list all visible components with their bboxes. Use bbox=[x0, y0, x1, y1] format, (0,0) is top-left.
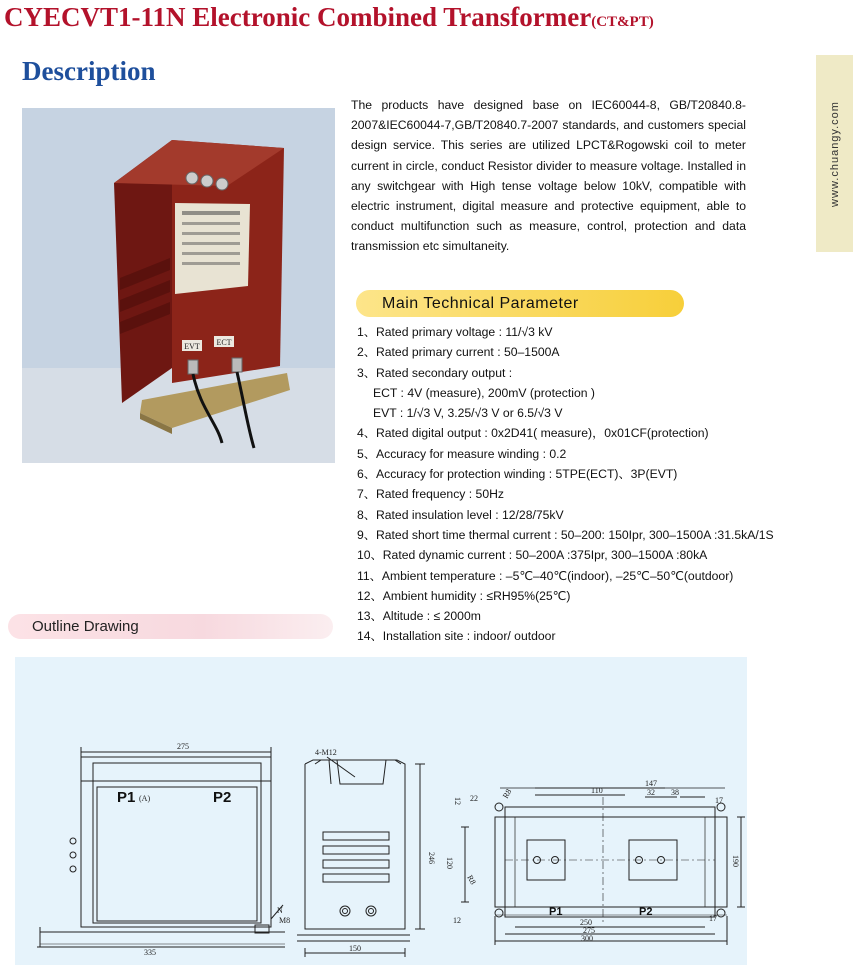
bottom-r8b: R8 bbox=[465, 873, 478, 887]
param-item: 2、Rated primary current : 50–1500A bbox=[357, 345, 560, 360]
bottom-dim-12b: 12 bbox=[453, 916, 461, 925]
description-text: The products have designed base on IEC60044-8, GB/T20840.8-2007&IEC60044-7,GB/T20840.7-2007 standards, and customers special design service. This series are utilized LPCT&Rogowski coil to meter current in circle, conduct Resistor divider to measure voltage. Installed in any switchgear with High tense voltage below 10kV, compatible with electric instrument, digital measure and protective equipment, able to conduct multifunction such as measure, control, protection and data transmission etc simultaneity. bbox=[351, 98, 746, 254]
front-p2-label: P2 bbox=[213, 789, 232, 806]
front-view bbox=[37, 747, 285, 947]
bottom-dim-17b: 17 bbox=[709, 914, 717, 923]
bottom-dim-12a: 12 bbox=[453, 797, 462, 805]
bottom-dim-300: 300 bbox=[581, 934, 593, 943]
param-item: 4、Rated digital output : 0x2D41( measure)，0x01CF(protection) bbox=[357, 426, 709, 441]
bottom-dim-147: 147 bbox=[645, 779, 657, 788]
bottom-dim-22: 22 bbox=[470, 794, 478, 803]
param-item: 10、Rated dynamic current : 50–200A :375Ipr, 300–1500A :80kA bbox=[357, 548, 708, 563]
bottom-dim-275: 275 bbox=[583, 926, 595, 935]
front-p1-label: P1 bbox=[117, 789, 136, 806]
param-item: 1、Rated primary voltage : 11/√3 kV bbox=[357, 325, 553, 339]
side-height-label: 246 bbox=[427, 852, 436, 864]
bottom-view bbox=[461, 788, 745, 945]
bottom-r8a: R8 bbox=[500, 787, 514, 800]
bottom-dim-250: 250 bbox=[580, 918, 592, 927]
bottom-dim-190: 190 bbox=[731, 855, 740, 867]
bottom-dim-110: 110 bbox=[591, 786, 603, 795]
product-photo bbox=[22, 108, 335, 463]
main-parameter-heading: Main Technical Parameter bbox=[356, 290, 684, 317]
outline-drawing bbox=[15, 657, 747, 965]
bottom-dim-17a: 17 bbox=[715, 796, 723, 805]
bottom-dim-32: 32 bbox=[647, 788, 655, 797]
param-item: EVT : 1/√3 V, 3.25/√3 V or 6.5/√3 V bbox=[373, 406, 563, 421]
param-item: 11、Ambient temperature : –5℃–40℃(indoor), –25℃–50℃(outdoor) bbox=[357, 568, 734, 583]
param-item: 7、Rated frequency : 50Hz bbox=[357, 487, 505, 502]
front-p1-a-label: (A) bbox=[139, 794, 151, 803]
bottom-p2-label: P2 bbox=[639, 906, 653, 918]
front-dim-top: 275 bbox=[177, 742, 189, 751]
front-n-label: N bbox=[277, 906, 283, 915]
param-item: 13、Altitude : ≤ 2000m bbox=[357, 609, 481, 624]
website-label: www.chuangy.com bbox=[828, 100, 841, 207]
evt-label: EVT bbox=[184, 342, 200, 351]
front-m8-label: M8 bbox=[279, 916, 291, 925]
side-width-label: 150 bbox=[349, 944, 361, 953]
param-item: 6、Accuracy for protection winding : 5TPE(ECT)、3P(EVT) bbox=[357, 467, 678, 482]
param-item: 9、Rated short time thermal current : 50–200: 150Ipr, 300–1500A :31.5kA/1S bbox=[357, 527, 774, 542]
outline-drawing-svg bbox=[15, 657, 747, 965]
front-dim-bottom: 335 bbox=[144, 948, 156, 957]
param-item: 8、Rated insulation level : 12/28/75kV bbox=[357, 507, 564, 522]
param-item: ECT : 4V (measure), 200mV (protection ) bbox=[373, 385, 595, 400]
description-heading: Description bbox=[22, 56, 156, 86]
param-item: 5、Accuracy for measure winding : 0.2 bbox=[357, 446, 567, 461]
ect-label: ECT bbox=[216, 338, 232, 347]
side-view bbox=[297, 757, 425, 957]
bottom-dim-38: 38 bbox=[671, 788, 679, 797]
website-side-tab bbox=[816, 55, 853, 252]
side-screw-label: 4-M12 bbox=[315, 748, 337, 757]
outline-drawing-heading: Outline Drawing bbox=[8, 614, 333, 639]
bottom-dim-120: 120 bbox=[445, 857, 454, 869]
bottom-p1-label: P1 bbox=[549, 906, 563, 918]
param-item: 12、Ambient humidity : ≤RH95%(25℃) bbox=[357, 588, 571, 603]
param-item: 3、Rated secondary output : bbox=[357, 365, 513, 380]
parameter-list bbox=[357, 322, 774, 647]
page-title: CYECVT1-11N Electronic Combined Transformer(CT&PT) bbox=[4, 2, 654, 32]
title-suffix: (CT&PT) bbox=[591, 14, 654, 30]
param-item: 14、Installation site : indoor/ outdoor bbox=[357, 629, 556, 644]
